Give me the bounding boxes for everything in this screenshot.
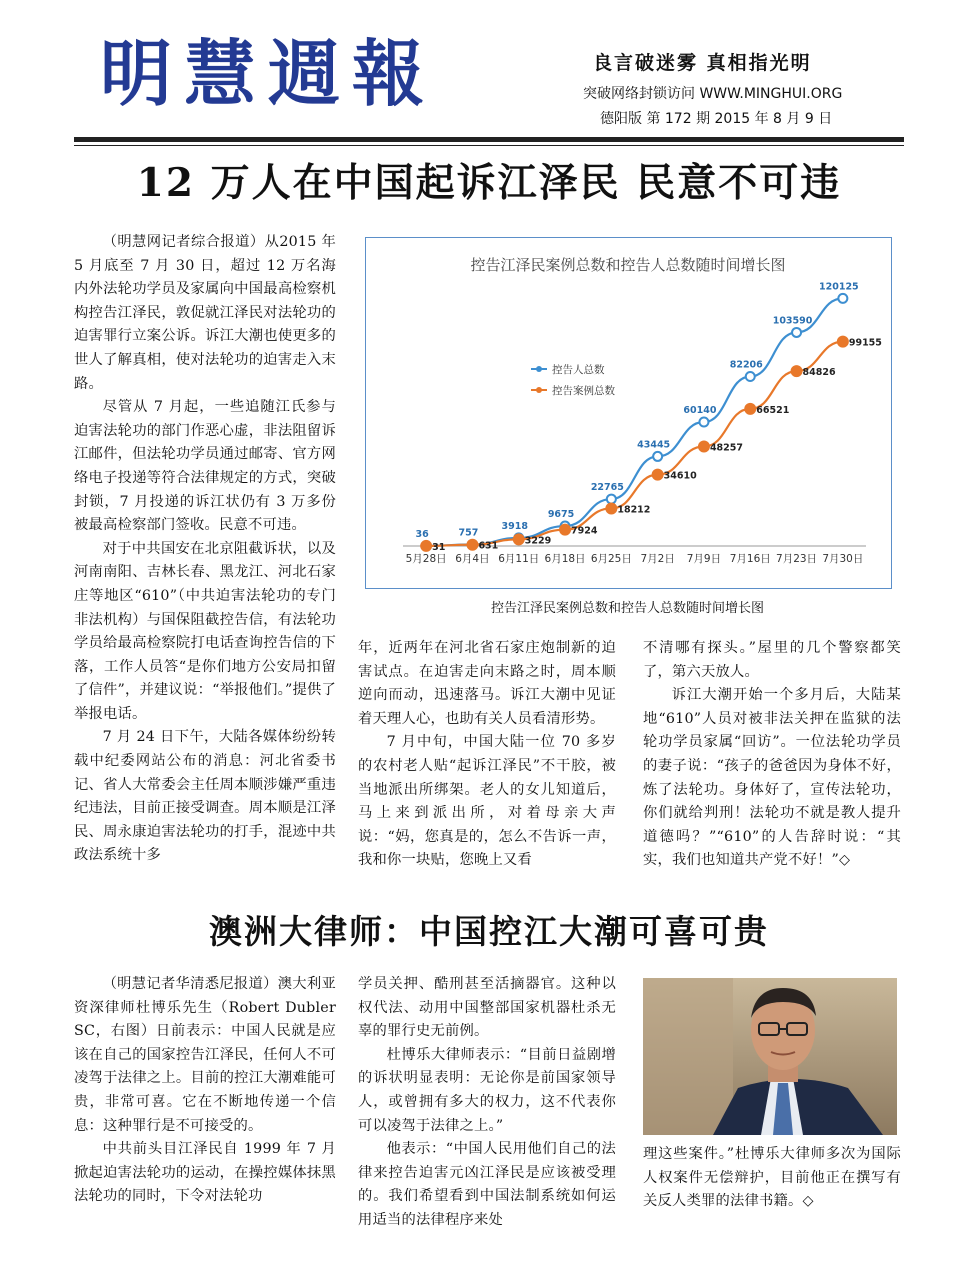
data-label: 48257 <box>709 442 744 454</box>
data-point <box>606 503 616 513</box>
data-label: 84826 <box>802 367 836 379</box>
lawyer-photo <box>643 978 897 1135</box>
article2-column-1 <box>74 973 336 1209</box>
data-label: 22765 <box>590 482 624 494</box>
masthead-title: 明慧週報 <box>100 32 437 116</box>
data-point <box>838 337 848 347</box>
article1-column-2 <box>358 637 616 873</box>
data-point <box>607 495 616 504</box>
data-point <box>838 294 847 303</box>
issue-info: 德阳版 第 172 期 2015 年 8 月 9 日 <box>600 111 833 127</box>
paragraph: （明慧记者华清悉尼报道）澳大利亚资深律师杜博乐先生（Robert Dubler SC，右图）日前表示：中国人民就是应该在自己的国家控告江泽民，任何人不可凌驾于法律之上。目前的控江大潮难能可贵，非常可喜。它在不断地传递一个信息：这种罪行是不可接受的。 <box>74 976 336 1134</box>
masthead-rule-thick <box>74 137 904 142</box>
data-label: 9675 <box>547 509 575 521</box>
paragraph: 中共前头目江泽民自 1999 年 7 月掀起迫害法轮功的运动，在操控媒体抹黑法轮功的同时，下令对法轮功 <box>74 1141 336 1205</box>
data-label: 3918 <box>501 520 528 532</box>
article2-headline: 澳洲大律师：中国控江大潮可喜可贵 <box>209 912 769 951</box>
paragraph: 他表示：“中国人民用他们自己的法律来控告迫害元凶江泽民是应该被受理的。我们希望看到中国法制系统如何运用适当的法律程序来处 <box>358 1141 616 1228</box>
data-label: 103590 <box>772 315 813 327</box>
data-label: 7924 <box>571 525 598 537</box>
chart-caption: 控告江泽民案例总数和控告人总数随时间增长图 <box>490 601 764 616</box>
article1-column-3 <box>643 637 901 873</box>
data-label: 34610 <box>663 470 697 482</box>
paragraph: 尽管从 7 月起，一些追随江氏参与迫害法轮功的部门作恶心虚，非法阻留诉江邮件，但法轮功学员通过邮寄、官方网络电子投递等符合法律规定的方式，突破封锁，7 月投递的诉江状仍有 3 万多份被最高检察部门签收。民意不可违。 <box>74 399 336 534</box>
masthead-rule-thin <box>74 145 904 146</box>
data-label: 66521 <box>756 404 790 416</box>
paragraph: 对于中共国安在北京阻截诉状，以及河南南阳、吉林长春、黑龙江、河北石家庄等地区“610”（中共迫害法轮功的专门非法机构）与国保阻截控告信，有法轮功学员给最高检察院打电话查询控告信的下落，工作人员答“是你们地方公安局扣留了信件”，并建议说：“举报他们。”提供了举报电话。 <box>74 540 336 722</box>
x-tick-label: 6月4日 <box>455 553 490 565</box>
data-point <box>746 372 755 381</box>
data-point <box>560 525 570 535</box>
data-label: 757 <box>458 527 479 539</box>
x-tick-label: 7月23日 <box>776 553 818 565</box>
data-label: 43445 <box>637 439 671 451</box>
data-point <box>514 534 524 544</box>
data-point <box>467 540 477 550</box>
x-tick-label: 7月16日 <box>729 553 771 565</box>
paragraph: 理这些案件。”杜博乐大律师多次为国际人权案件无偿辩护，目前他正在撰写有关反人类罪的法律书籍。◇ <box>643 1146 901 1210</box>
growth-chart <box>365 237 892 589</box>
data-point <box>792 366 802 376</box>
paragraph: 杜博乐大律师表示：“目前日益剧增的诉状明显表明：无论你是前国家领导人，或曾拥有多大的权力，这不代表你可以凌驾于法律之上。” <box>358 1046 616 1134</box>
legend-label: 控告案例总数 <box>552 385 615 397</box>
data-point <box>653 452 662 461</box>
paragraph: 诉江大潮开始一个多月后，大陆某地“610”人员对被非法关押在监狱的法轮功学员家属“回访”。一位法轮功学员的妻子说：“孩子的爸爸因为身体不好，炼了法轮功。身体好了，宣传法轮功，你们就给判刑！法轮功不就是教人提升道德吗？”“610”的人告辞时说：“其实，我们也知道共产党不好！”◇ <box>643 687 901 869</box>
x-tick-label: 6月18日 <box>544 553 586 565</box>
x-tick-label: 7月30日 <box>822 553 864 565</box>
legend-marker <box>536 366 542 372</box>
paragraph: 学员关押、酷刑甚至活摘器官。这种以权代法、动用中国整部国家机器杜杀无辜的罪行史无前例。 <box>358 976 616 1040</box>
data-label: 18212 <box>617 504 651 516</box>
masthead-slogan: 良言破迷雾 真相指光明 <box>593 52 812 74</box>
data-label: 631 <box>478 540 499 552</box>
x-tick-label: 5月28日 <box>405 553 447 565</box>
data-point <box>421 541 431 551</box>
chart-svg <box>366 238 891 588</box>
article1-column-1 <box>74 231 336 868</box>
article2-column-3 <box>643 1143 901 1214</box>
data-point <box>699 418 708 427</box>
lawyer-portrait-image <box>643 978 897 1135</box>
paragraph: 年，近两年在河北省石家庄炮制新的迫害试点。在迫害走向末路之时，周本顺逆向而动，迅速落马。诉江大潮中见证着天理人心，也助有关人员看清形势。 <box>358 640 616 727</box>
data-point <box>653 470 663 480</box>
paragraph: （明慧网记者综合报道）从2015 年 5 月底至 7 月 30 日，超过 12 万名海内外法轮功学员及家属向中国最高检察机构控告江泽民，敦促就江泽民对法轮功的迫害罪行立案公诉。诉江大潮也使更多的世人了解真相，使对法轮功的迫害走入末路。 <box>74 234 336 392</box>
legend-marker <box>536 387 542 393</box>
data-point <box>745 404 755 414</box>
legend-label: 控告人总数 <box>552 364 605 376</box>
data-label: 36 <box>415 528 429 540</box>
data-label: 120125 <box>819 281 859 293</box>
data-label: 3229 <box>524 535 552 547</box>
data-point <box>792 328 801 337</box>
paragraph: 不清哪有探头。”屋里的几个警察都笑了，第六天放人。 <box>643 640 901 680</box>
data-point <box>699 442 709 452</box>
article2-column-2 <box>358 973 616 1233</box>
data-label: 99155 <box>848 337 882 349</box>
chart-title: 控告江泽民案例总数和控告人总数随时间增长图 <box>470 256 786 274</box>
paragraph: 7 月 24 日下午，大陆各媒体纷纷转载中纪委网站公布的消息：河北省委书记、省人大常委会主任周本顺涉嫌严重违纪违法，目前正接受调查。周本顺是江泽民、周永康迫害法轮功的打手，混迹中共政法系统十多 <box>74 729 336 864</box>
x-tick-label: 7月9日 <box>686 553 722 565</box>
paragraph: 7 月中旬，中国大陆一位 70 多岁的农村老人贴“起诉江泽民”不干胶，被当地派出所绑架。老人的女儿知道后，马上来到派出所，对着母亲大声说：“妈，您真是的，怎么不告诉一声，我和你一块贴，您晚上又看 <box>358 734 616 869</box>
data-label: 82206 <box>729 359 763 371</box>
x-tick-label: 6月25日 <box>590 553 632 565</box>
data-label: 31 <box>432 541 446 553</box>
article1-headline: 12 万人在中国起诉江泽民 民意不可违 <box>136 160 842 206</box>
x-tick-label: 6月11日 <box>498 553 540 565</box>
data-label: 60140 <box>683 405 717 417</box>
masthead-site: 突破网络封锁访问 WWW.MINGHUI.ORG <box>583 86 843 102</box>
x-tick-label: 7月2日 <box>640 553 675 565</box>
